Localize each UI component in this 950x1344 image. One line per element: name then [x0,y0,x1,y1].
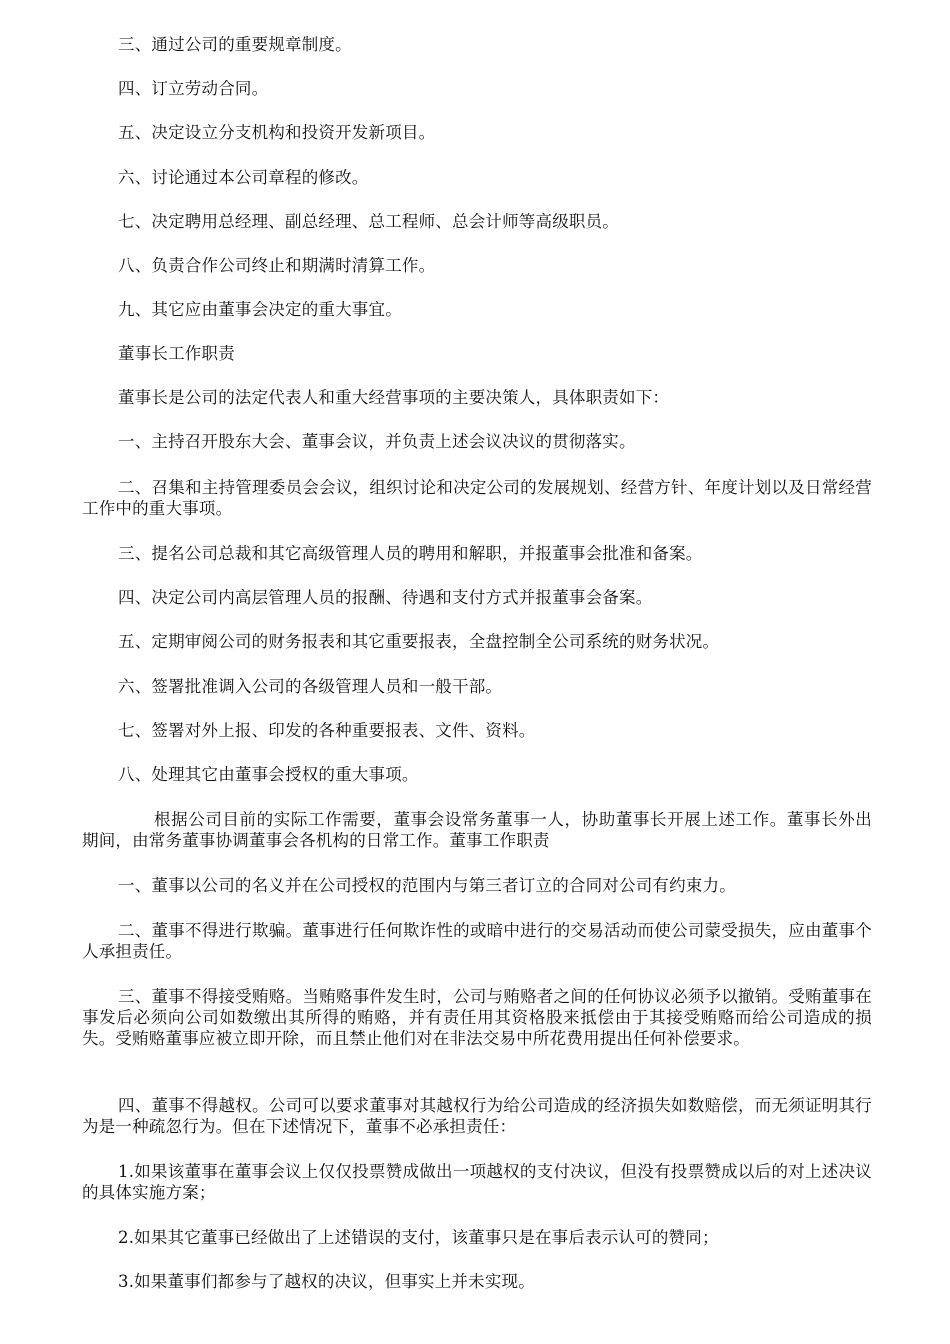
paragraph: 五、决定设立分支机构和投资开发新项目。 [118,123,436,142]
paragraph: 九、其它应由董事会决定的重大事宜。 [118,300,402,319]
paragraph: 六、讨论通过本公司章程的修改。 [118,168,369,187]
paragraph: 董事长是公司的法定代表人和重大经营事项的主要决策人，具体职责如下： [118,388,670,407]
paragraph: 二、召集和主持管理委员会会议，组织讨论和决定公司的发展规划、经营方针、年度计划以及日常经营工作中的重大事项。 [82,478,872,518]
paragraph: 六、签署批准调入公司的各级管理人员和一般干部。 [118,677,503,696]
paragraph: 一、主持召开股东大会、董事会议，并负责上述会议决议的贯彻落实。 [118,432,636,451]
paragraph: 3.如果董事们都参与了越权的决议，但事实上并未实现。 [118,1272,535,1291]
paragraph: 八、负责合作公司终止和期满时清算工作。 [118,256,436,275]
paragraph: 三、通过公司的重要规章制度。 [118,35,352,54]
paragraph: 1.如果该董事在董事会议上仅仅投票赞成做出一项越权的支付决议，但没有投票赞成以后的对上述决议的具体实施方案； [82,1162,872,1202]
paragraph: 五、定期审阅公司的财务报表和其它重要报表，全盘控制全公司系统的财务状况。 [118,632,720,651]
paragraph: 三、董事不得接受贿赂。当贿赂事件发生时，公司与贿赂者之间的任何协议必须予以撤销。受贿董事在事发后必须向公司如数缴出其所得的贿赂，并有责任用其资格股来抵偿由于其接受贿赂而给公司造成的损失。受贿赂董事应被立即开除，而且禁止他们对在非法交易中所花费用提出任何补偿要求。 [82,987,872,1048]
paragraph: 一、董事以公司的名义并在公司授权的范围内与第三者订立的合同对公司有约束力。 [118,876,736,895]
paragraph: 2.如果其它董事已经做出了上述错误的支付，该董事只是在事后表示认可的赞同； [118,1228,719,1247]
paragraph: 七、决定聘用总经理、副总经理、总工程师、总会计师等高级职员。 [118,212,619,231]
paragraph: 二、董事不得进行欺骗。董事进行任何欺诈性的或暗中进行的交易活动而使公司蒙受损失，应由董事个人承担责任。 [82,921,872,961]
paragraph: 四、订立劳动合同。 [118,79,269,98]
paragraph: 八、处理其它由董事会授权的重大事项。 [118,765,419,784]
paragraph: 四、董事不得越权。公司可以要求董事对其越权行为给公司造成的经济损失如数赔偿，而无须证明其行为是一种疏忽行为。但在下述情况下，董事不必承担责任： [82,1096,872,1136]
paragraph: 七、签署对外上报、印发的各种重要报表、文件、资料。 [118,721,536,740]
paragraph: 四、决定公司内高层管理人员的报酬、待遇和支付方式并报董事会备案。 [118,588,653,607]
paragraph: 三、提名公司总裁和其它高级管理人员的聘用和解职，并报董事会批准和备案。 [118,544,703,563]
paragraph: 根据公司目前的实际工作需要，董事会设常务董事一人，协助董事长开展上述工作。董事长外出期间，由常务董事协调董事会各机构的日常工作。董事工作职责 [82,810,872,850]
section-heading: 董事长工作职责 [118,344,235,363]
